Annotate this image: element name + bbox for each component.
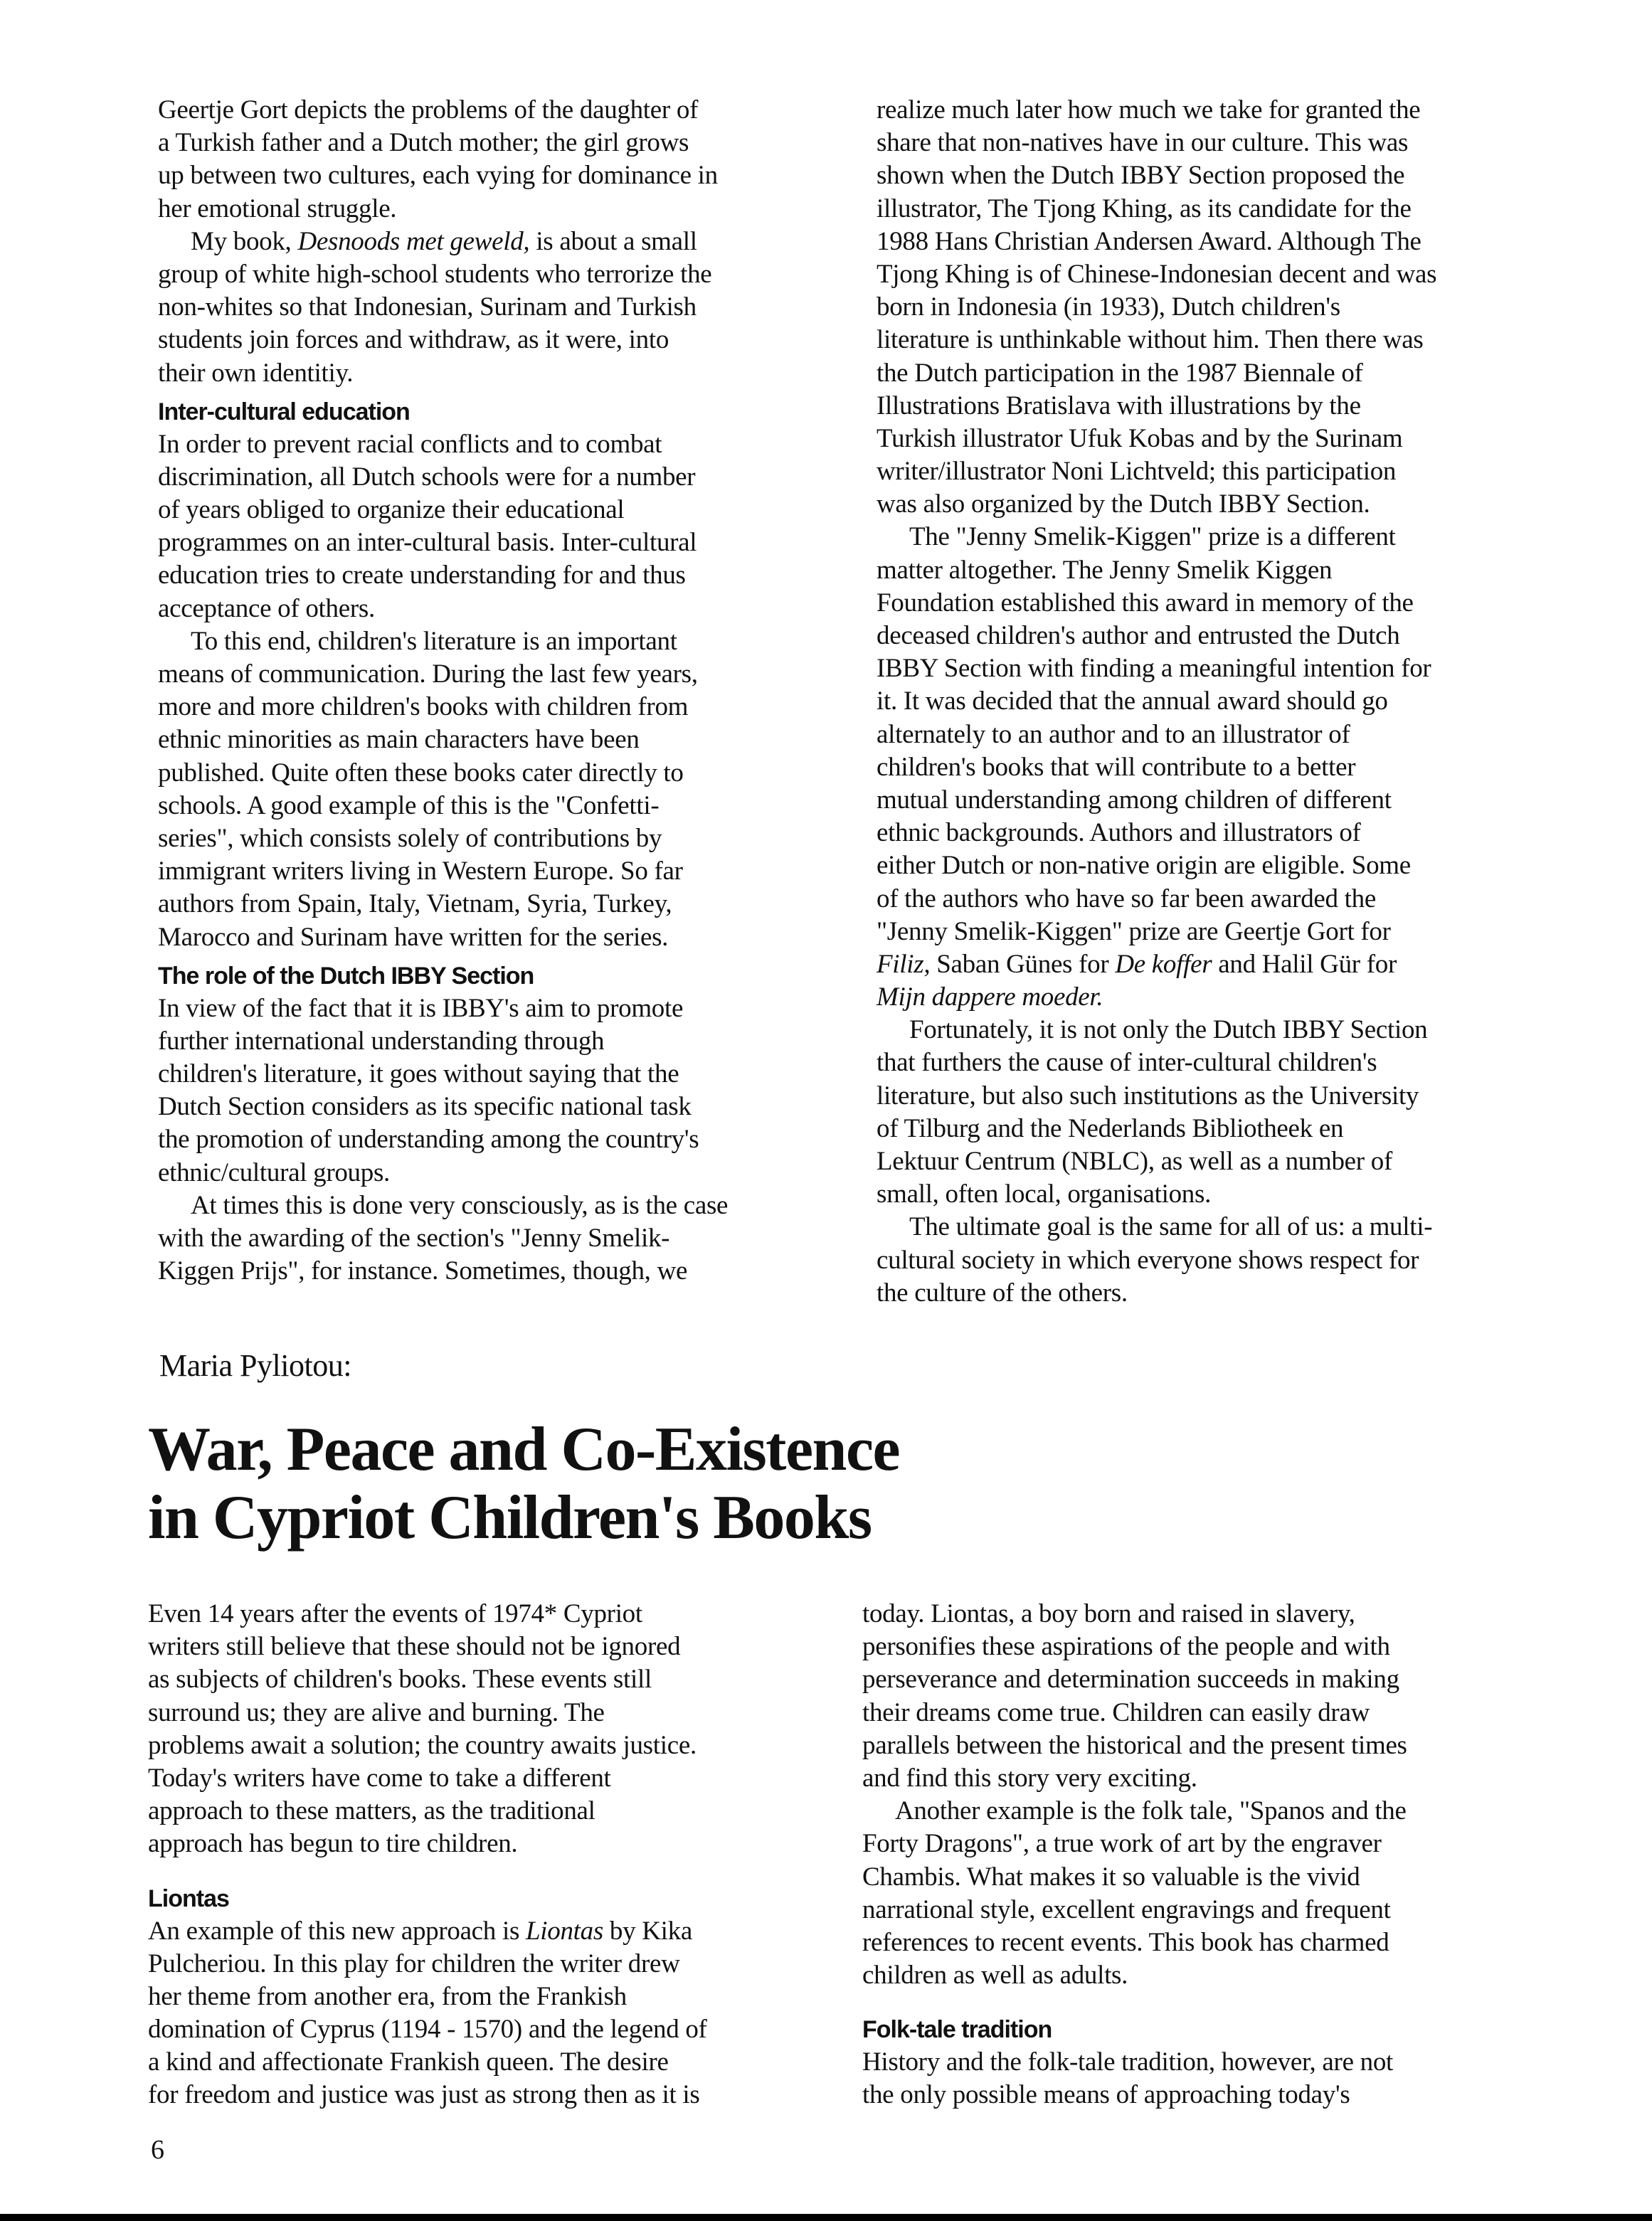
text-line: further international understanding through xyxy=(158,1026,605,1056)
intro-paragraphs xyxy=(148,1598,845,1861)
text-line: programmes on an inter-cultural basis. Inter-cultural xyxy=(158,528,697,558)
text-line: Fortunately, it is not only the Dutch IBBY Section xyxy=(909,1015,1428,1045)
text-line: as subjects of children's books. These events still xyxy=(148,1665,652,1695)
text-line: Tjong Khing is of Chinese-Indonesian decent and was xyxy=(877,259,1437,289)
lower-right-column xyxy=(862,1598,1560,2112)
text-line: Turkish illustrator Ufuk Kobas and by the Surinam xyxy=(877,423,1403,453)
body-paragraphs xyxy=(862,1598,1560,1992)
text-line: and find this story very exciting. xyxy=(862,1763,1197,1793)
text-line: the Dutch participation in the 1987 Biennale of xyxy=(877,358,1363,388)
text-line: children's literature, it goes without saying that the xyxy=(158,1059,679,1089)
text-line: IBBY Section with finding a meaningful intention for xyxy=(877,654,1431,684)
text-line: "Jenny Smelik-Kiggen" prize are Geertje Gort for xyxy=(877,916,1391,946)
text-line: with the awarding of the section's "Jenny Smelik- xyxy=(158,1224,670,1253)
spacer xyxy=(148,1861,845,1877)
text-line: literature, but also such institutions as the University xyxy=(877,1081,1419,1110)
italic-title: De koffer xyxy=(1115,949,1212,979)
text-line: students join forces and withdraw, as it were, into xyxy=(158,325,669,355)
italic-title: Liontas xyxy=(526,1916,603,1946)
text-line: it. It was decided that the annual award should go xyxy=(877,687,1388,716)
text-line: perseverance and determination succeeds in making xyxy=(862,1665,1399,1695)
text-line: of Tilburg and the Nederlands Bibliotheek en xyxy=(877,1113,1344,1143)
text-line: Chambis. What makes it so valuable is the vivid xyxy=(862,1862,1360,1892)
text-line: the culture of the others. xyxy=(877,1278,1128,1308)
italic-title: Mijn dappere moeder. xyxy=(877,982,1103,1012)
text-line: My book, Desnoods met geweld, is about a small xyxy=(191,226,697,256)
lower-left-column xyxy=(148,1598,845,2112)
paragraph xyxy=(158,226,855,390)
article-title xyxy=(148,1416,899,1552)
text-line: the promotion of understanding among the country's xyxy=(158,1125,699,1155)
paragraph xyxy=(158,94,855,226)
text-line: a kind and affectionate Frankish queen. The desire xyxy=(148,2047,669,2077)
text-line: her theme from another era, from the Frankish xyxy=(148,1981,627,2011)
text-line: references to recent events. This book has charmed xyxy=(862,1927,1389,1957)
text-line: domination of Cyprus (1194 - 1570) and the legend of xyxy=(148,2015,707,2045)
body-paragraphs xyxy=(158,94,855,390)
text-line: Forty Dragons", a true work of art by the engraver xyxy=(862,1829,1382,1859)
text-line: children as well as adults. xyxy=(862,1961,1128,1991)
folk-tale-paragraphs xyxy=(862,2046,1560,2111)
paragraph xyxy=(862,1795,1560,1992)
text-line: of years obliged to organize their educational xyxy=(158,495,625,525)
text-line: 1988 Hans Christian Andersen Award. Although The xyxy=(877,226,1421,256)
text-line: Pulcheriou. In this play for children the writer drew xyxy=(148,1949,680,1978)
text-line: writers still believe that these should not be ignored xyxy=(148,1632,681,1662)
section-heading-dutch-ibby-role: The role of the Dutch IBBY Section xyxy=(158,962,534,990)
text-line: ethnic/cultural groups. xyxy=(158,1157,391,1187)
text-line: small, often local, organisations. xyxy=(877,1180,1212,1209)
liontas-paragraphs xyxy=(148,1915,845,2112)
text-line: problems await a solution; the country awaits justice. xyxy=(148,1730,697,1760)
scan-edge-bar xyxy=(0,2214,1652,2221)
text-line: To this end, children's literature is an important xyxy=(191,626,677,656)
page-number: 6 xyxy=(151,2135,164,2165)
text-line: narrational style, excellent engravings and frequent xyxy=(862,1894,1391,1924)
paragraph xyxy=(158,1189,855,1288)
text-line: means of communication. During the last few years, xyxy=(158,659,698,689)
text-line: writer/illustrator Noni Lichtveld; this participation xyxy=(877,457,1397,487)
intercultural-education-paragraphs xyxy=(158,428,855,954)
text-line: ethnic backgrounds. Authors and illustrators of xyxy=(877,818,1361,848)
body-paragraphs xyxy=(877,94,1574,1310)
paragraph xyxy=(158,428,855,625)
text-line: The ultimate goal is the same for all of us: a multi- xyxy=(909,1212,1433,1242)
paragraph xyxy=(877,94,1574,521)
text-line: group of white high-school students who terrorize the xyxy=(158,259,712,289)
text-line: either Dutch or non-native origin are eligible. Some xyxy=(877,851,1411,881)
paragraph xyxy=(158,992,855,1189)
text-line: children's books that will contribute to a better xyxy=(877,752,1356,782)
paragraph xyxy=(158,625,855,954)
text-line: parallels between the historical and the present times xyxy=(862,1730,1407,1760)
upper-right-column xyxy=(877,94,1574,1310)
text-line: Filiz, Saban Günes for De koffer and Halil Gür for xyxy=(877,949,1397,979)
paragraph xyxy=(877,521,1574,1014)
text-line: matter altogether. The Jenny Smelik Kiggen xyxy=(877,555,1333,585)
text-line: At times this is done very consciously, as is the case xyxy=(191,1190,729,1220)
text-line: cultural society in which everyone shows respect for xyxy=(877,1245,1419,1275)
section-heading-liontas: Liontas xyxy=(148,1885,229,1912)
text-line: their dreams come true. Children can easily draw xyxy=(862,1697,1370,1727)
text-line: schools. A good example of this is the "Confetti- xyxy=(158,790,660,820)
text-line: ethnic minorities as main characters have been xyxy=(158,725,640,755)
text-line: surround us; they are alive and burning. The xyxy=(148,1697,605,1727)
paragraph xyxy=(877,1014,1574,1211)
italic-title: Desnoods met geweld, xyxy=(297,226,530,256)
text-line: approach has begun to tire children. xyxy=(148,1829,518,1859)
text-line: mutual understanding among children of different xyxy=(877,785,1392,815)
section-heading-folk-tale-tradition: Folk-tale tradition xyxy=(862,2016,1052,2044)
dutch-ibby-role-paragraphs xyxy=(158,992,855,1288)
text-line: approach to these matters, as the traditional xyxy=(148,1796,595,1826)
text-line: discrimination, all Dutch schools were for a number xyxy=(158,462,696,492)
text-line: for freedom and justice was just as strong then as it is xyxy=(148,2080,700,2110)
text-line: History and the folk-tale tradition, however, are not xyxy=(862,2047,1394,2077)
text-line: Illustrations Bratislava with illustrations by the xyxy=(877,391,1361,420)
text-line: of the authors who have so far been awarded the xyxy=(877,884,1376,913)
text-line: their own identitiy. xyxy=(158,358,354,388)
text-line: Dutch Section considers as its specific national task xyxy=(158,1092,692,1122)
article-author: Maria Pyliotou: xyxy=(159,1348,351,1383)
text-line: series", which consists solely of contributions by xyxy=(158,823,662,853)
paragraph xyxy=(877,1211,1574,1310)
text-line: authors from Spain, Italy, Vietnam, Syria, Turkey, xyxy=(158,889,672,919)
section-heading-intercultural-education: Inter-cultural education xyxy=(158,398,410,425)
paragraph xyxy=(148,1915,845,2112)
text-line: up between two cultures, each vying for dominance in xyxy=(158,161,718,191)
text-line: education tries to create understanding for and thus xyxy=(158,561,686,590)
text-line: a Turkish father and a Dutch mother; the girl grows xyxy=(158,128,689,158)
italic-title: Filiz, xyxy=(877,949,931,979)
text-line: literature is unthinkable without him. Then there was xyxy=(877,325,1424,355)
paragraph xyxy=(148,1598,845,1861)
text-line: Marocco and Surinam have written for the series. xyxy=(158,922,669,952)
text-line: was also organized by the Dutch IBBY Section. xyxy=(877,489,1370,519)
text-line: deceased children's author and entrusted the Dutch xyxy=(877,621,1400,650)
text-line: her emotional struggle. xyxy=(158,194,397,223)
text-line: shown when the Dutch IBBY Section proposed the xyxy=(877,161,1405,191)
article-title-line: in Cypriot Children's Books xyxy=(148,1483,872,1552)
text-line: In view of the fact that it is IBBY's aim to promote xyxy=(158,993,684,1023)
text-line: share that non-natives have in our culture. This was xyxy=(877,128,1409,158)
paragraph xyxy=(862,2046,1560,2111)
text-line: born in Indonesia (in 1933), Dutch children's xyxy=(877,292,1340,322)
text-line: non-whites so that Indonesian, Surinam and Turkish xyxy=(158,292,697,322)
text-line: In order to prevent racial conflicts and to combat xyxy=(158,429,662,459)
text-line: personifies these aspirations of the people and with xyxy=(862,1632,1390,1662)
text-line: An example of this new approach is Liontas by Kika xyxy=(148,1916,692,1946)
text-line: published. Quite often these books cater directly to xyxy=(158,758,684,788)
text-line: illustrator, The Tjong Khing, as its candidate for the xyxy=(877,194,1412,223)
text-line: Geertje Gort depicts the problems of the daughter of xyxy=(158,95,699,124)
text-line: Today's writers have come to take a different xyxy=(148,1763,611,1793)
text-line: that furthers the cause of inter-cultural children's xyxy=(877,1048,1377,1078)
paragraph xyxy=(862,1598,1560,1795)
text-line: The "Jenny Smelik-Kiggen" prize is a different xyxy=(909,522,1396,552)
text-line xyxy=(877,981,1574,1014)
text-line: the only possible means of approaching today's xyxy=(862,2080,1350,2110)
spacer xyxy=(862,1992,1560,2008)
text-line: Another example is the folk tale, "Spanos and the xyxy=(895,1796,1407,1826)
text-line: Even 14 years after the events of 1974* Cypriot xyxy=(148,1599,642,1628)
text-line: immigrant writers living in Western Europe. So far xyxy=(158,857,683,886)
text-line: Kiggen Prijs", for instance. Sometimes, though, we xyxy=(158,1256,688,1286)
text-line: Lektuur Centrum (NBLC), as well as a number of xyxy=(877,1147,1392,1176)
text-line: realize much later how much we take for granted the xyxy=(877,95,1421,124)
text-line: alternately to an author and to an illustrator of xyxy=(877,719,1350,749)
upper-left-column xyxy=(158,94,855,1288)
article-title-line: War, Peace and Co-Existence xyxy=(148,1415,900,1484)
text-line: today. Liontas, a boy born and raised in slavery, xyxy=(862,1599,1355,1628)
text-line: Foundation established this award in memory of the xyxy=(877,588,1414,617)
text-line: more and more children's books with children from xyxy=(158,692,689,722)
text-line: acceptance of others. xyxy=(158,593,375,623)
